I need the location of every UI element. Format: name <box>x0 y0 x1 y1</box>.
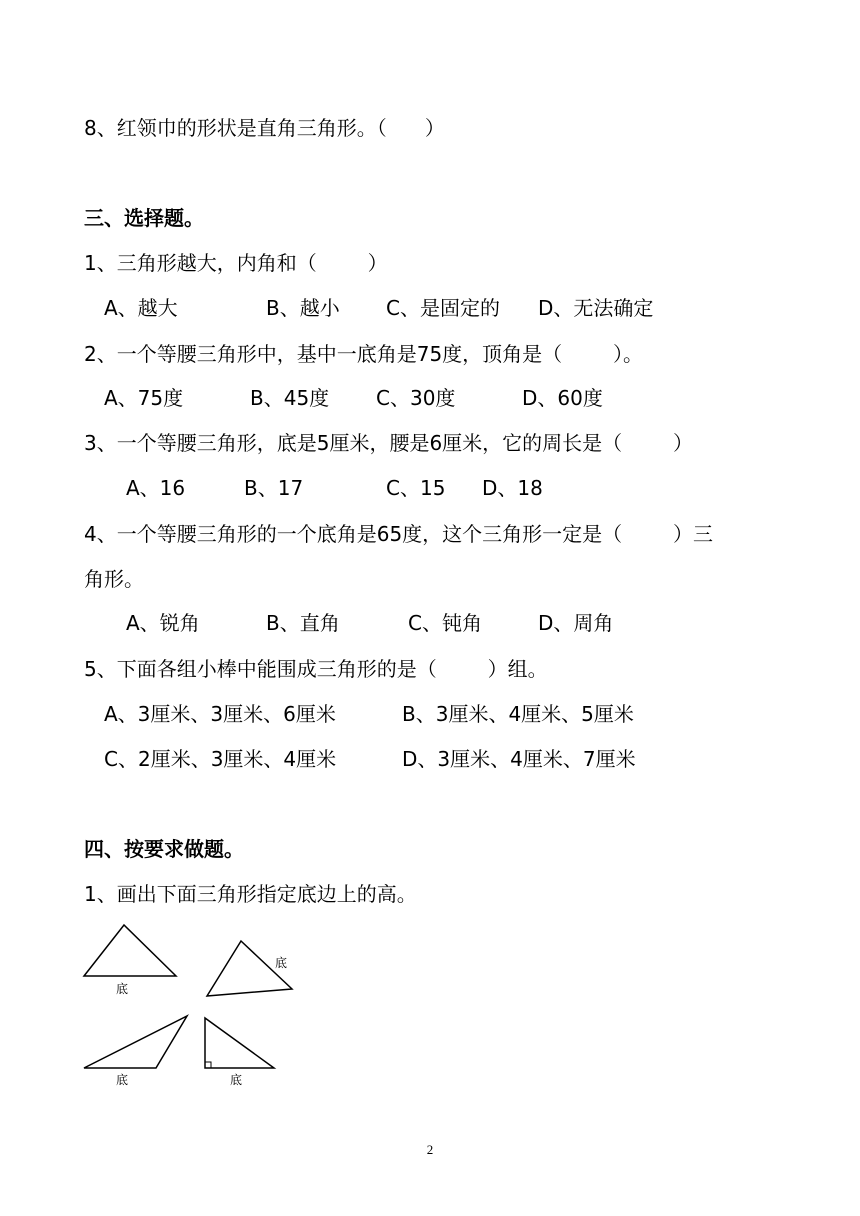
question-4-stem: 4、一个等腰三角形的一个底角是65度，这个三角形一定是（ ）三 <box>84 522 714 546</box>
triangle-3 <box>84 1016 187 1068</box>
section-3-heading: 三、选择题。 <box>84 206 204 230</box>
option-c: C、2厘米、3厘米、4厘米 <box>104 747 337 771</box>
right-angle-mark <box>205 1062 211 1068</box>
question-1-stem: 1、三角形越大，内角和（ ） <box>84 251 388 275</box>
triangle-4 <box>205 1018 274 1068</box>
option-d: D、周角 <box>538 611 614 635</box>
option-a: A、越大 <box>104 296 178 320</box>
section-4-heading: 四、按要求做题。 <box>84 837 244 861</box>
question-2-stem: 2、一个等腰三角形中，基中一底角是75度，顶角是（ ）。 <box>84 342 644 366</box>
question-5-stem: 5、下面各组小棒中能围成三角形的是（ ）组。 <box>84 657 548 681</box>
base-label-3: 底 <box>116 1073 129 1087</box>
option-b: B、3厘米、4厘米、5厘米 <box>402 702 634 726</box>
option-c: C、30度 <box>376 386 456 410</box>
option-a: A、锐角 <box>126 611 200 635</box>
task-1-instruction: 1、画出下面三角形指定底边上的高。 <box>84 882 417 906</box>
option-c: C、是固定的 <box>386 296 500 320</box>
option-d: D、3厘米、4厘米、7厘米 <box>402 747 636 771</box>
base-label-4: 底 <box>230 1073 243 1087</box>
option-d: D、60度 <box>522 386 603 410</box>
option-b: B、17 <box>244 476 304 500</box>
triangle-1 <box>84 925 176 976</box>
question-5-options-row-2 <box>0 747 860 819</box>
option-d: D、18 <box>482 476 543 500</box>
question-3-stem: 3、一个等腰三角形，底是5厘米，腰是6厘米，它的周长是（ ） <box>84 431 694 455</box>
option-c: C、15 <box>386 476 446 500</box>
base-label-2: 底 <box>275 956 288 970</box>
option-b: B、45度 <box>250 386 330 410</box>
option-a: A、75度 <box>104 386 184 410</box>
option-d: D、无法确定 <box>538 296 654 320</box>
triangle-2 <box>207 941 292 996</box>
page-number: 2 <box>426 1142 434 1157</box>
tf-item-8: 8、红领巾的形状是直角三角形。（ ） <box>84 116 445 140</box>
option-c: C、钝角 <box>408 611 482 635</box>
option-b: B、直角 <box>266 611 340 635</box>
option-a: A、16 <box>126 476 186 500</box>
option-b: B、越小 <box>266 296 340 320</box>
question-4-stem-continued: 角形。 <box>84 567 144 591</box>
option-a: A、3厘米、3厘米、6厘米 <box>104 702 336 726</box>
base-label-1: 底 <box>116 982 129 996</box>
